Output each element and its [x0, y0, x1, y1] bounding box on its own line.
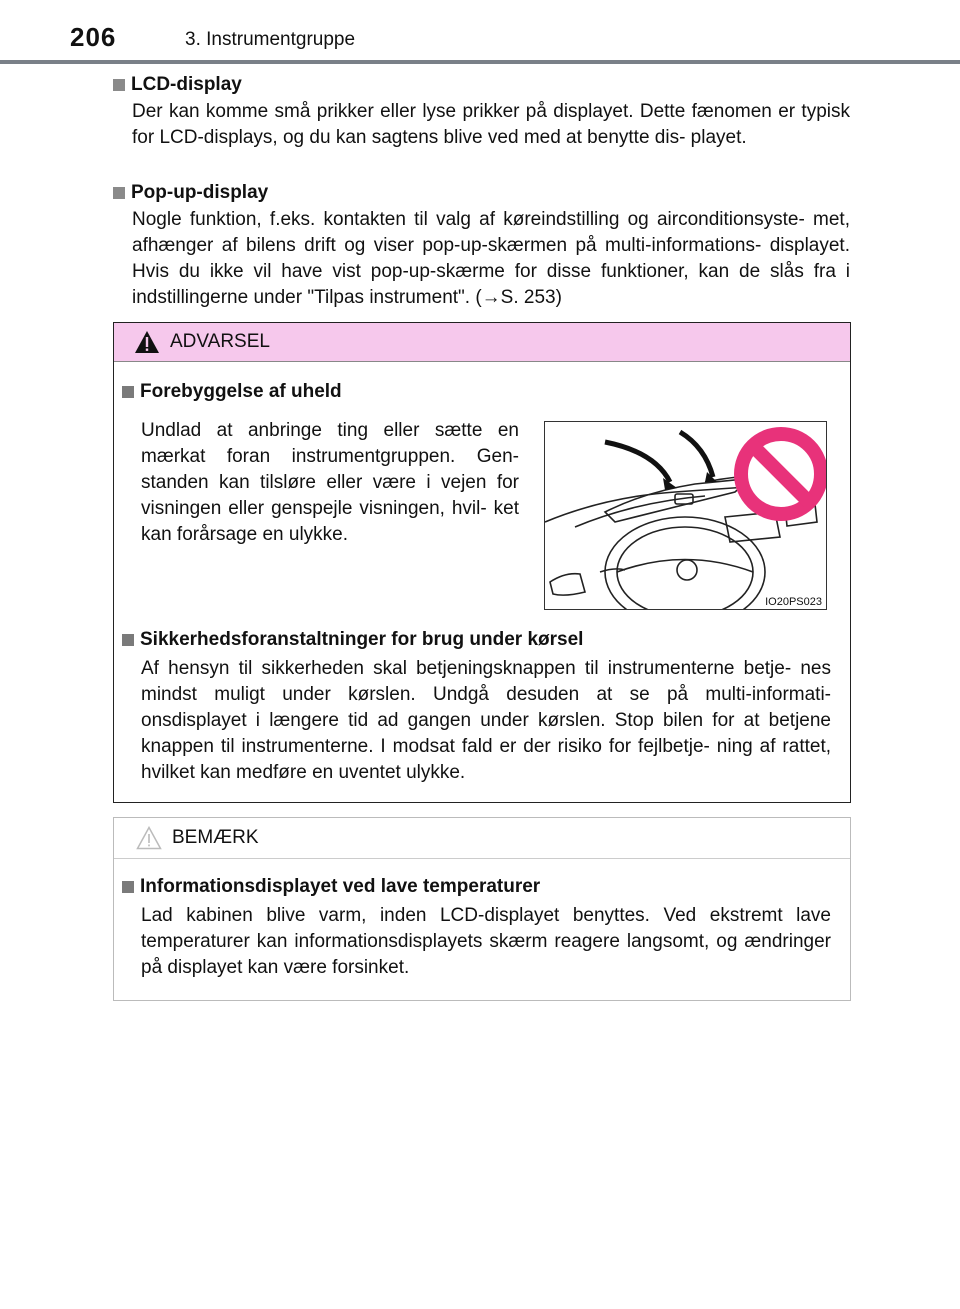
- dashboard-illustration: [544, 421, 827, 610]
- warning-triangle-icon: [134, 330, 160, 354]
- header-rule: [0, 60, 960, 64]
- section-popup-display: [113, 182, 850, 311]
- note-box: [113, 817, 851, 1001]
- bullet-square-icon: [113, 187, 125, 199]
- bullet-square-icon: [122, 634, 134, 646]
- bullet-square-icon: [113, 79, 125, 91]
- section-text: Der kan komme små prikker eller lyse prikker på displayet. Dette fænomen er typisk for LCD-displays, og du kan sagtens blive ved med at benytte dis- playet.: [132, 101, 850, 148]
- section-lcd-display: [113, 74, 850, 151]
- section-text: Nogle funktion, f.eks. kontakten til valg af køreindstilling og airconditionsyste- met, afhænger af bilens drift og viser pop-up-skærmen på multi-informations- displayet. Hvis du ikke vil have vist pop-up-skærme for disse funktioner, kan de slås fra i indstillingerne under "Tilpas instrument". (→S. 253): [132, 209, 850, 308]
- note-item-heading: Informationsdisplayet ved lave temperaturer: [140, 876, 541, 897]
- note-title: BEMÆRK: [172, 827, 259, 848]
- section-heading: Pop-up-display: [131, 182, 269, 203]
- warning-item-text: Af hensyn til sikkerheden skal betjeningsknappen til instrumenterne betje- nes mindst muligt under kørslen. Undgå desuden at se på multi-informati- onsdisplayet i længere tid ad gangen under kørslen. Stop bilen for at betjene knappen til instrumenterne. I modsat fald er der risiko for fejlbetje- ning af rattet, hvilket kan medføre en uventet ulykke.: [141, 658, 831, 783]
- bullet-square-icon: [122, 386, 134, 398]
- dashboard-drawing: [545, 422, 826, 609]
- warning-item-heading: Forebyggelse af uheld: [140, 381, 342, 402]
- warning-header: [114, 323, 850, 362]
- warning-title: ADVARSEL: [170, 331, 270, 352]
- page-number: 206: [70, 22, 117, 52]
- warning-item-heading: Sikkerhedsforanstaltninger for brug under kørsel: [140, 629, 584, 650]
- note-item-text: Lad kabinen blive varm, inden LCD-displayet benyttes. Ved ekstremt lave temperaturer kan informationsdisplayets skærm reagere langsomt, og ændringer på displayet kan være forsinket.: [141, 905, 831, 978]
- bullet-square-icon: [122, 881, 134, 893]
- section-title: 3. Instrumentgruppe: [185, 29, 356, 50]
- image-code: IO20PS023: [765, 596, 822, 608]
- caution-triangle-icon: [136, 826, 162, 850]
- warning-item-text: Undlad at anbringe ting eller sætte en mærkat foran instrumentgruppen. Gen- standen kan tilsløre eller være i vejen for visningen eller genspejle visningen, hvil- ket kan forårsage en ulykke.: [141, 420, 519, 545]
- section-heading: LCD-display: [131, 74, 242, 95]
- note-header: [114, 818, 850, 859]
